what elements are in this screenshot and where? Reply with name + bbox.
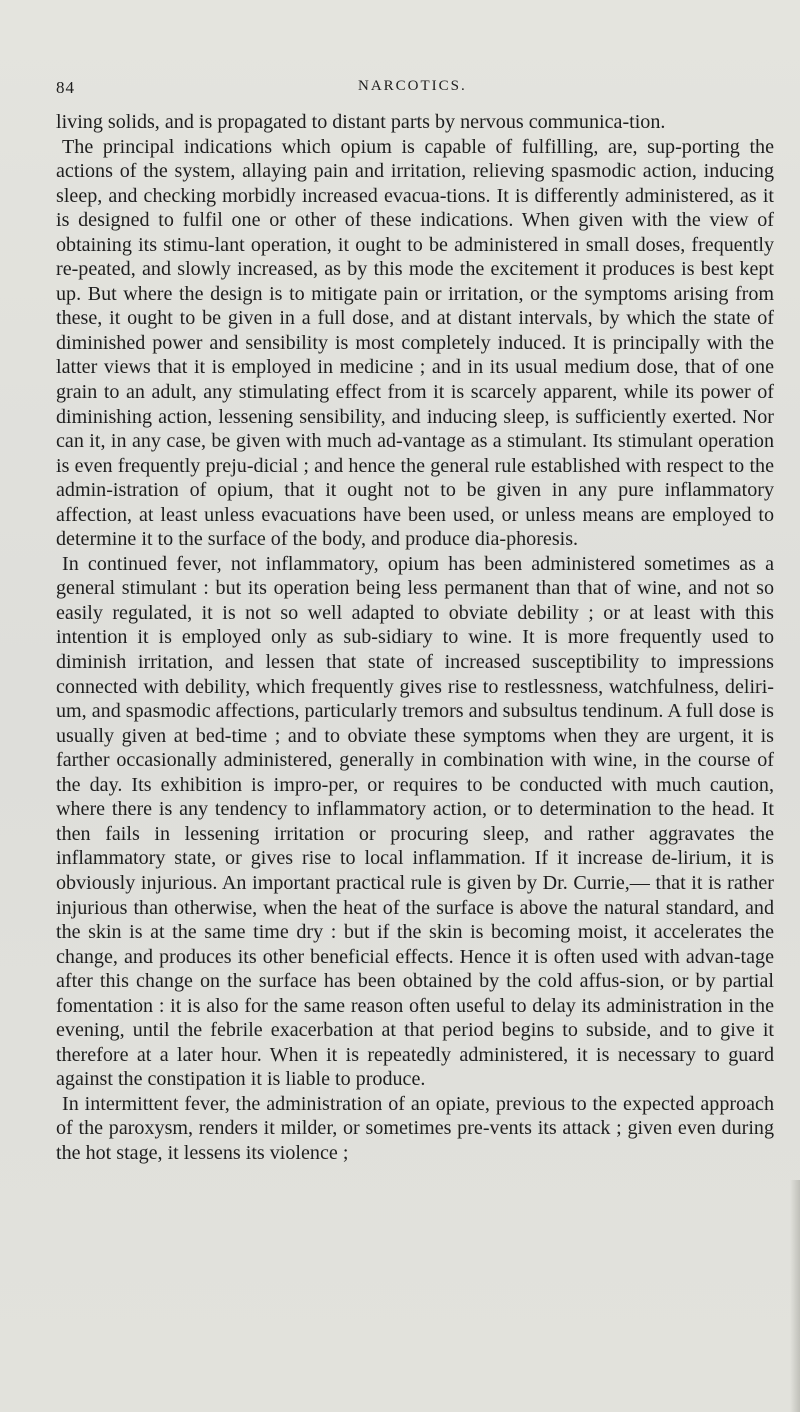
paragraph: In intermittent fever, the administration of an opiate, previous to the expected approach of the paroxysm, renders it milder, or sometimes pre-vents its attack ; given even during the hot stage, it lessens its violence ;: [56, 1092, 774, 1164]
body-text: [56, 110, 774, 1166]
running-head: NARCOTICS.: [358, 78, 467, 94]
paragraph: living solids, and is propagated to distant parts by nervous communica-tion.: [56, 111, 666, 133]
paragraph: The principal indications which opium is capable of fulfilling, are, sup-porting the actions of the system, allaying pain and irritation, relieving spasmodic action, inducing sleep, and checking morbidly increased evacua-tions. It is differently administered, as it is designed to fulfil one or other of these indications. When given with the view of obtaining its stimu-lant operation, it ought to be administered in small doses, frequently re-peated, and slowly increased, as by this mode the excitement it produces is best kept up. But where the design is to mitigate pain or irritation, or the symptoms arising from these, it ought to be given in a full dose, and at distant intervals, by which the state of diminished power and sensibility is most completely induced. It is principally with the latter views that it is employed in medicine ; and in its usual medium dose, that of one grain to an adult, any stimulating effect from it is scarcely apparent, while its power of diminishing action, lessening sensibility, and inducing sleep, is sufficiently exerted. Nor can it, in any case, be given with much ad-vantage as a stimulant. Its stimulant operation is even frequently preju-dicial ; and hence the general rule established with respect to the admin-istration of opium, that it ought not to be given in any pure inflammatory affection, at least unless evacuations have been used, or unless means are employed to determine it to the surface of the body, and produce dia-phoresis.: [56, 135, 774, 551]
page-number: 84: [56, 78, 75, 97]
page-edge-shadow: [790, 1180, 800, 1412]
paragraph: In continued fever, not inflammatory, opium has been administered sometimes as a general stimulant : but its operation being less permanent than that of wine, and not so easily regulated, it is not so well adapted to obviate debility ; or at least with this intention it is employed only as sub-sidiary to wine. It is more frequently used to diminish irritation, and lessen that state of increased susceptibility to impressions connected with debility, which frequently gives rise to restlessness, watchfulness, deliri-um, and spasmodic affections, particularly tremors and subsultus tendinum. A full dose is usually given at bed-time ; and to obviate these symptoms when they are urgent, it is farther occasionally administered, generally in combination with wine, in the course of the day. Its exhibition is impro-per, or requires to be conducted with much caution, where there is any tendency to inflammatory action, or to determination to the head. It then fails in lessening irritation or procuring sleep, and rather aggravates the inflammatory state, or gives rise to local inflammation. If it increase de-lirium, it is obviously injurious. An important practical rule is given by Dr. Currie,— that it is rather injurious than otherwise, when the heat of the surface is above the natural standard, and the skin is at the same time dry : but if the skin is becoming moist, it accelerates the change, and produces its other beneficial effects. Hence it is often used with advan-tage after this change on the surface has been obtained by the cold affus-sion, or by partial fomentation : it is also for the same reason often useful to delay its administration in the evening, until the febrile exacerbation at that period begins to subside, and to give it therefore at a later hour. When it is repeatedly administered, it is necessary to guard against the constipation it is liable to produce.: [56, 552, 774, 1091]
page-header: [56, 78, 760, 98]
